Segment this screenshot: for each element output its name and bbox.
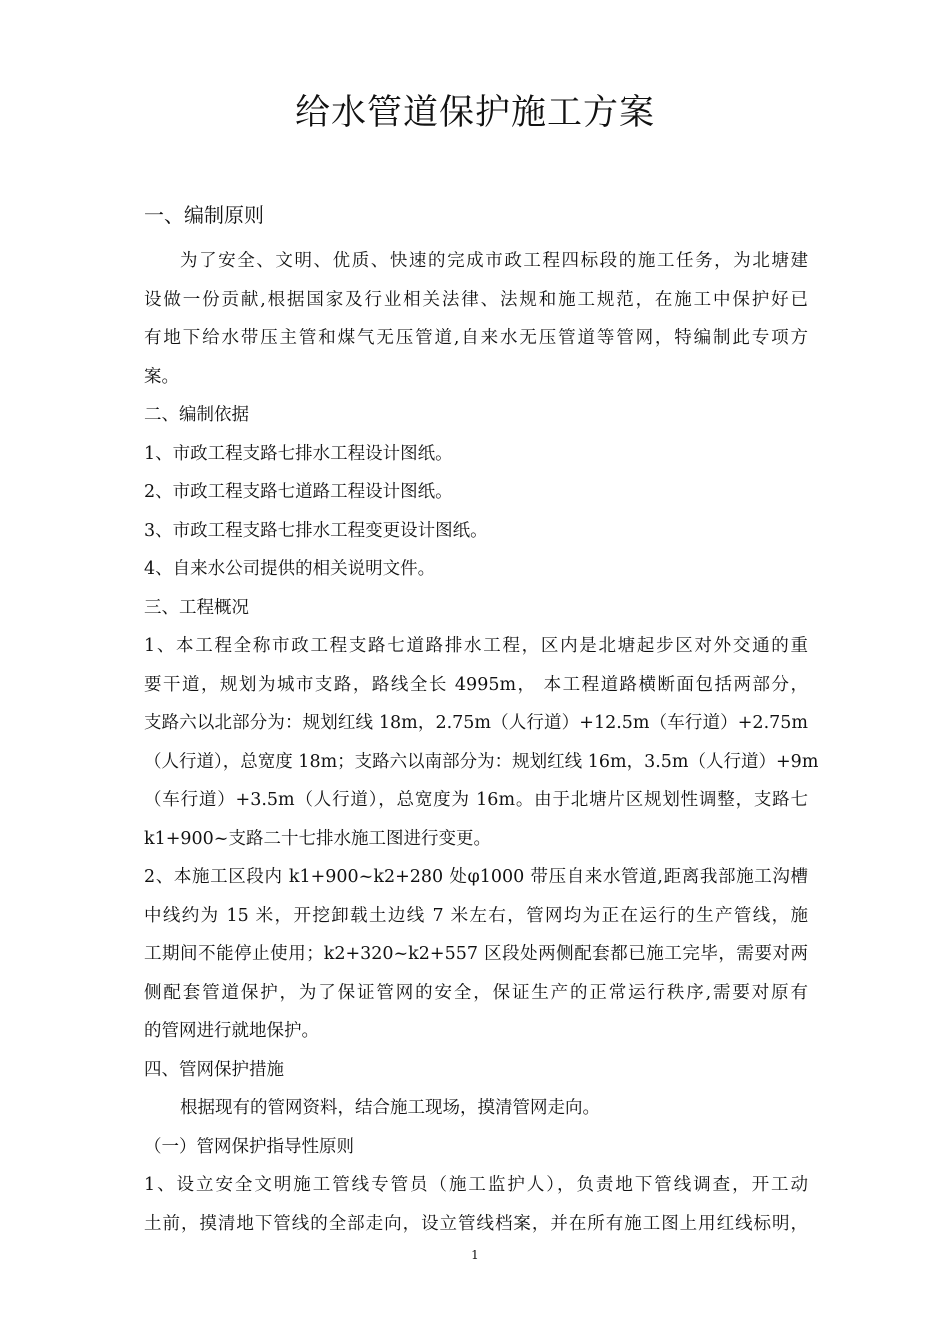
subsection-heading: （一）管网保护指导性原则 [144, 1136, 354, 1157]
paragraph-line: 案。 [144, 366, 179, 387]
document-body [144, 242, 819, 1243]
document-title: 给水管道保护施工方案 [294, 93, 655, 133]
section-heading-principles: 一、编制原则 [144, 203, 264, 227]
paragraph-line: 1、设立安全文明施工管线专管员（施工监护人），负责地下管线调查，开工动 [144, 1175, 808, 1195]
paragraph-line: 中线约为 15 米，开挖卸载土边线 7 米左右，管网均为正在运行的生产管线，施 [144, 905, 808, 926]
list-item: 1、市政工程支路七排水工程设计图纸。 [144, 443, 453, 464]
section-heading-overview: 三、工程概况 [144, 597, 249, 618]
section-heading-measures: 四、管网保护措施 [144, 1059, 284, 1080]
paragraph-line: （车行道）+3.5m（人行道），总宽度为 16m。由于北塘片区规划性调整，支路七 [144, 790, 808, 810]
paragraph-line: k1+900~支路二十七排水施工图进行变更。 [144, 828, 491, 849]
paragraph-line: 要干道，规划为城市支路，路线全长 4995m， 本工程道路横断面包括两部分， [144, 674, 808, 695]
list-item: 2、市政工程支路七道路工程设计图纸。 [144, 482, 453, 502]
paragraph-line: 设做一份贡献,根据国家及行业相关法律、法规和施工规范，在施工中保护好已 [144, 289, 808, 310]
paragraph-line: 为了安全、文明、优质、快速的完成市政工程四标段的施工任务，为北塘建 [180, 251, 808, 271]
paragraph-line: 工期间不能停止使用；k2+320~k2+557 区段处两侧配套都已施工完毕，需要对两 [144, 944, 808, 964]
section-heading-basis: 二、编制依据 [144, 405, 249, 425]
list-item: 3、市政工程支路七排水工程变更设计图纸。 [144, 520, 488, 541]
paragraph-line: 土前，摸清地下管线的全部走向，设立管线档案，并在所有施工图上用红线标明， [144, 1213, 808, 1234]
paragraph-line: 2、本施工区段内 k1+900~k2+280 处φ1000 带压自来水管道,距离我部施工沟槽 [144, 867, 808, 887]
paragraph-line: 的管网进行就地保护。 [144, 1021, 319, 1041]
page-number: 1 [471, 1248, 479, 1262]
paragraph-line: 根据现有的管网资料，结合施工现场，摸清管网走向。 [180, 1098, 600, 1118]
paragraph-line: 1、本工程全称市政工程支路七道路排水工程，区内是北塘起步区对外交通的重 [144, 636, 808, 656]
paragraph-line: 侧配套管道保护，为了保证管网的安全，保证生产的正常运行秩序,需要对原有 [144, 982, 808, 1003]
list-item: 4、自来水公司提供的相关说明文件。 [144, 559, 436, 579]
paragraph-line: 有地下给水带压主管和煤气无压管道,自来水无压管道等管网，特编制此专项方 [144, 328, 808, 348]
paragraph-line: 支路六以北部分为：规划红线 18m，2.75m（人行道）+12.5m（车行道）+2.75m [144, 713, 808, 733]
paragraph-line: （人行道），总宽度 18m；支路六以南部分为：规划红线 16m，3.5m（人行道）+9m [144, 751, 819, 772]
